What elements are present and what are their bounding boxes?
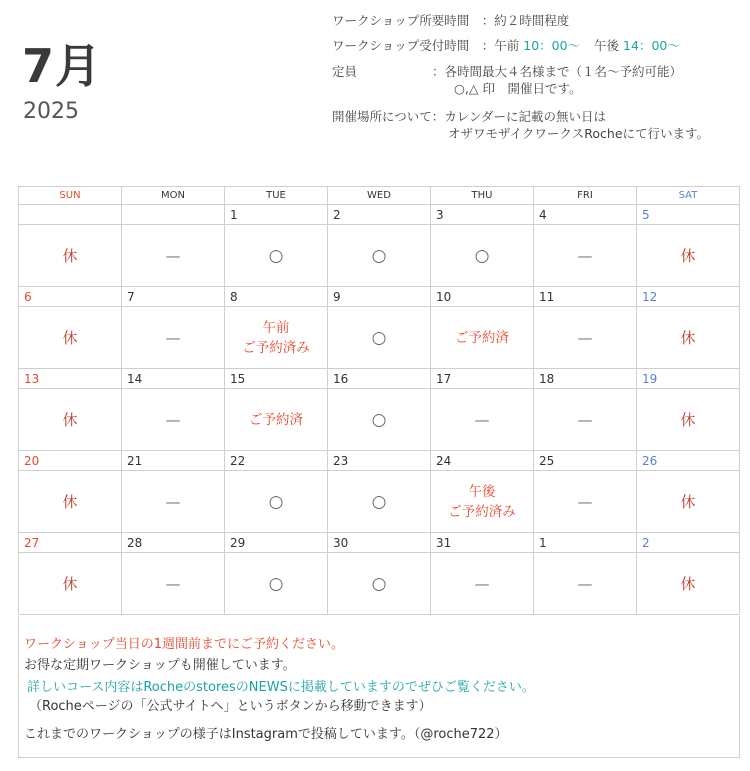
status-mark: ○ [268, 573, 284, 594]
status-mark: — [165, 410, 181, 429]
status-cell [19, 471, 122, 533]
status-mark: 休 [62, 246, 78, 265]
date-tue: 1 [225, 205, 328, 225]
date-fri: 11 [534, 287, 637, 307]
date-tue: 15 [225, 369, 328, 389]
venue-text: 開催場所について：カレンダーに記載の無い日は [332, 109, 606, 124]
status-cell [328, 225, 431, 287]
date-tue: 29 [225, 533, 328, 553]
date-row [19, 205, 740, 225]
date-sat: 19 [637, 369, 740, 389]
status-cell [19, 553, 122, 615]
weekday-tue: TUE [225, 187, 328, 205]
status-mark: 午後 [468, 483, 496, 500]
date-row [19, 287, 740, 307]
status-mark: 休 [680, 246, 696, 265]
notes-line-4: （Rocheページの「公式サイトへ」というボタンから移動できます） [29, 699, 432, 714]
venue-text-2: オザワモザイクワークスRocheにて行います。 [448, 126, 710, 141]
date-thu: 3 [431, 205, 534, 225]
weekday-header-row [19, 187, 740, 205]
duration-text: ワークショップ所要時間 ：約２時間程度 [332, 13, 570, 28]
date-sun: 20 [19, 451, 122, 471]
date-sat: 5 [637, 205, 740, 225]
status-mark: — [165, 492, 181, 511]
status-mark: ○ [371, 409, 387, 430]
status-mark: — [165, 328, 181, 347]
status-mark: ご予約済 [249, 411, 303, 428]
status-cell [19, 389, 122, 451]
status-mark: 休 [62, 492, 78, 511]
status-mark: ○ [268, 245, 284, 266]
status-cell [431, 225, 534, 287]
weekday-thu: THU [431, 187, 534, 205]
date-row [19, 369, 740, 389]
date-sat: 12 [637, 287, 740, 307]
status-cell [534, 471, 637, 533]
status-mark: ○ [371, 491, 387, 512]
date-thu: 24 [431, 451, 534, 471]
date-thu: 31 [431, 533, 534, 553]
date-tue: 22 [225, 451, 328, 471]
calendar-body [19, 205, 740, 615]
date-mon: 28 [122, 533, 225, 553]
date-row [19, 533, 740, 553]
status-cell [225, 225, 328, 287]
reception-mid: 午後 [594, 38, 620, 53]
status-mark: 休 [680, 492, 696, 511]
date-sun [19, 205, 122, 225]
status-cell [19, 307, 122, 369]
status-cell [431, 553, 534, 615]
status-cell [122, 471, 225, 533]
status-cell [122, 225, 225, 287]
status-cell [431, 389, 534, 451]
status-cell [431, 307, 534, 369]
date-sat: 26 [637, 451, 740, 471]
status-cell [122, 307, 225, 369]
notes-line-1: ワークショップ当日の1週間前までにご予約ください。 [24, 637, 345, 652]
weekday-sun: SUN [19, 187, 122, 205]
date-fri: 4 [534, 205, 637, 225]
weekday-fri: FRI [534, 187, 637, 205]
status-row [19, 389, 740, 451]
status-cell [225, 389, 328, 451]
status-cell [225, 553, 328, 615]
status-mark: ○ [474, 245, 490, 266]
status-cell [19, 225, 122, 287]
status-mark: — [165, 246, 181, 265]
status-cell [328, 471, 431, 533]
status-mark: 休 [62, 328, 78, 347]
status-mark: — [577, 410, 593, 429]
capacity-note: ○,△ 印 開催日です。 [454, 81, 582, 96]
status-row [19, 553, 740, 615]
date-row [19, 451, 740, 471]
status-cell [637, 471, 740, 533]
status-cell [328, 307, 431, 369]
status-mark: — [474, 574, 490, 593]
weekday-mon: MON [122, 187, 225, 205]
notes-line-3: 詳しいコース内容はRocheのstoresのNEWSに掲載していますのでぜひご覧ください。 [27, 680, 535, 695]
status-mark: 休 [680, 574, 696, 593]
status-mark: ご予約済み [242, 339, 310, 356]
status-cell [122, 553, 225, 615]
status-cell [637, 307, 740, 369]
status-mark: — [474, 410, 490, 429]
status-cell [225, 471, 328, 533]
notes-line-5: これまでのワークショップの様子はInstagramで投稿しています。（@roche722） [24, 727, 508, 742]
status-mark: ご予約済み [448, 503, 516, 520]
reception-am: 10：00〜 [523, 38, 581, 53]
status-mark: — [577, 328, 593, 347]
month-title: 7月 [22, 39, 103, 93]
status-cell [637, 389, 740, 451]
status-mark: ○ [371, 327, 387, 348]
status-cell [431, 471, 534, 533]
reception-time [332, 37, 680, 54]
date-wed: 23 [328, 451, 431, 471]
date-thu: 17 [431, 369, 534, 389]
date-wed: 16 [328, 369, 431, 389]
notes-line-2: お得な定期ワークショップも開催しています。 [24, 658, 296, 673]
status-cell [534, 553, 637, 615]
status-mark: ○ [371, 245, 387, 266]
date-wed: 30 [328, 533, 431, 553]
date-sun: 27 [19, 533, 122, 553]
date-mon: 7 [122, 287, 225, 307]
date-sun: 13 [19, 369, 122, 389]
status-cell [637, 225, 740, 287]
status-cell [122, 389, 225, 451]
status-mark: 休 [62, 574, 78, 593]
status-row [19, 225, 740, 287]
status-mark: — [165, 574, 181, 593]
date-fri: 25 [534, 451, 637, 471]
weekday-wed: WED [328, 187, 431, 205]
notes-box [18, 616, 740, 758]
status-mark: — [577, 246, 593, 265]
status-row [19, 307, 740, 369]
weekday-sat: SAT [637, 187, 740, 205]
date-tue: 8 [225, 287, 328, 307]
date-mon: 21 [122, 451, 225, 471]
status-mark: — [577, 574, 593, 593]
status-cell [637, 553, 740, 615]
date-wed: 9 [328, 287, 431, 307]
status-mark: ご予約済 [455, 329, 509, 346]
status-mark: ○ [371, 573, 387, 594]
year-label: 2025 [23, 99, 79, 124]
status-cell [328, 389, 431, 451]
status-cell [534, 307, 637, 369]
status-cell [534, 389, 637, 451]
date-fri: 18 [534, 369, 637, 389]
date-sat: 2 [637, 533, 740, 553]
date-mon [122, 205, 225, 225]
reception-prefix: ワークショップ受付時間 ：午前 [332, 38, 520, 53]
date-thu: 10 [431, 287, 534, 307]
status-mark: — [577, 492, 593, 511]
calendar-table [18, 186, 740, 615]
status-mark: 休 [680, 328, 696, 347]
date-fri: 1 [534, 533, 637, 553]
date-wed: 2 [328, 205, 431, 225]
status-cell [534, 225, 637, 287]
status-mark: ○ [268, 491, 284, 512]
status-mark: 休 [62, 410, 78, 429]
date-mon: 14 [122, 369, 225, 389]
reception-pm: 14：00〜 [623, 38, 680, 53]
status-row [19, 471, 740, 533]
status-cell [225, 307, 328, 369]
capacity-text: 定員 ：各時間最大４名様まで（１名〜予約可能） [332, 64, 683, 79]
date-sun: 6 [19, 287, 122, 307]
status-mark: 午前 [262, 319, 290, 336]
status-mark: 休 [680, 410, 696, 429]
status-cell [328, 553, 431, 615]
